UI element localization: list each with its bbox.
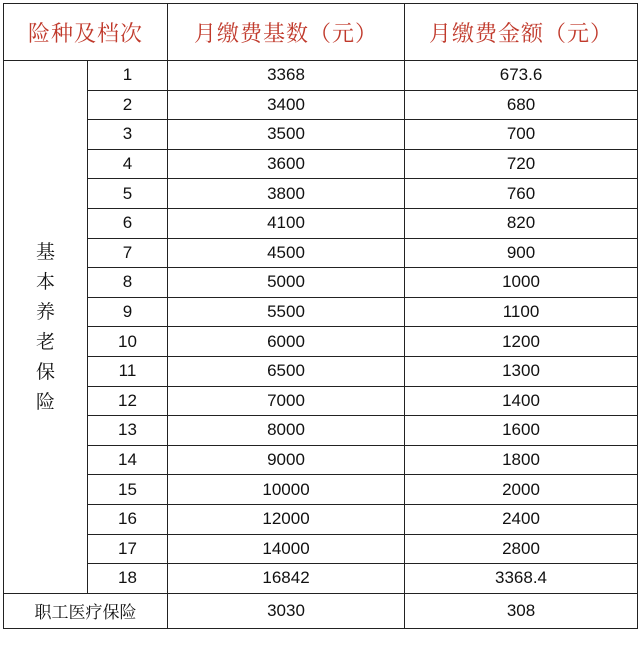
- cell-amount: 680: [405, 90, 638, 120]
- cell-base: 14000: [168, 534, 405, 564]
- cell-level: 3: [88, 120, 168, 150]
- table-row: [4, 356, 638, 386]
- medical-row: [4, 593, 638, 628]
- cell-base: 3800: [168, 179, 405, 209]
- cell-level: 17: [88, 534, 168, 564]
- cell-base: 3500: [168, 120, 405, 150]
- cell-base: 4500: [168, 238, 405, 268]
- cell-amount: 1800: [405, 445, 638, 475]
- cell-level: 14: [88, 445, 168, 475]
- cell-amount: 2400: [405, 504, 638, 534]
- header-base: 月缴费基数（元）: [168, 4, 405, 61]
- cell-base: 3600: [168, 149, 405, 179]
- cell-base: 4100: [168, 208, 405, 238]
- table-row: [4, 297, 638, 327]
- cell-amount: 673.6: [405, 61, 638, 91]
- cell-amount: 2000: [405, 475, 638, 505]
- cell-amount: 1200: [405, 327, 638, 357]
- pension-group-label: [4, 61, 88, 594]
- cell-base: 6500: [168, 356, 405, 386]
- cell-base: 5000: [168, 268, 405, 298]
- table-row: [4, 61, 638, 91]
- table-row: [4, 238, 638, 268]
- cell-level: 7: [88, 238, 168, 268]
- cell-level: 2: [88, 90, 168, 120]
- cell-base: 3400: [168, 90, 405, 120]
- cell-amount: 720: [405, 149, 638, 179]
- cell-amount: 1400: [405, 386, 638, 416]
- cell-base: 10000: [168, 475, 405, 505]
- table-body: [4, 61, 638, 629]
- cell-level: 10: [88, 327, 168, 357]
- table-row: [4, 149, 638, 179]
- cell-base: 7000: [168, 386, 405, 416]
- table-row: [4, 445, 638, 475]
- header-row: [4, 4, 638, 61]
- table-row: [4, 268, 638, 298]
- cell-amount: 1000: [405, 268, 638, 298]
- table-row: [4, 208, 638, 238]
- cell-amount: 3368.4: [405, 564, 638, 594]
- cell-amount: 1600: [405, 416, 638, 446]
- cell-base: 6000: [168, 327, 405, 357]
- cell-level: 4: [88, 149, 168, 179]
- cell-base: 5500: [168, 297, 405, 327]
- cell-base: 9000: [168, 445, 405, 475]
- cell-amount: 2800: [405, 534, 638, 564]
- cell-level: 18: [88, 564, 168, 594]
- cell-base: 8000: [168, 416, 405, 446]
- table-row: [4, 90, 638, 120]
- cell-amount: 900: [405, 238, 638, 268]
- table-row: [4, 120, 638, 150]
- table-row: [4, 386, 638, 416]
- cell-level: 15: [88, 475, 168, 505]
- cell-level: 9: [88, 297, 168, 327]
- cell-level: 16: [88, 504, 168, 534]
- cell-amount: 820: [405, 208, 638, 238]
- cell-amount: 700: [405, 120, 638, 150]
- cell-level: 13: [88, 416, 168, 446]
- pension-label-text: 基本养老保险: [35, 240, 55, 413]
- table-row: [4, 416, 638, 446]
- cell-base: 12000: [168, 504, 405, 534]
- table-row: [4, 564, 638, 594]
- table-row: [4, 475, 638, 505]
- header-type-level: 险种及档次: [4, 4, 168, 61]
- header-amount: 月缴费金额（元）: [405, 4, 638, 61]
- cell-level: 5: [88, 179, 168, 209]
- medical-label: 职工医疗保险: [4, 593, 168, 628]
- cell-amount: 1100: [405, 297, 638, 327]
- medical-base: 3030: [168, 593, 405, 628]
- insurance-table: [3, 3, 638, 629]
- cell-level: 1: [88, 61, 168, 91]
- medical-amount: 308: [405, 593, 638, 628]
- cell-level: 11: [88, 356, 168, 386]
- table-row: [4, 327, 638, 357]
- cell-level: 6: [88, 208, 168, 238]
- cell-base: 16842: [168, 564, 405, 594]
- cell-amount: 760: [405, 179, 638, 209]
- cell-base: 3368: [168, 61, 405, 91]
- table-row: [4, 534, 638, 564]
- table-row: [4, 504, 638, 534]
- cell-level: 12: [88, 386, 168, 416]
- table-row: [4, 179, 638, 209]
- cell-level: 8: [88, 268, 168, 298]
- cell-amount: 1300: [405, 356, 638, 386]
